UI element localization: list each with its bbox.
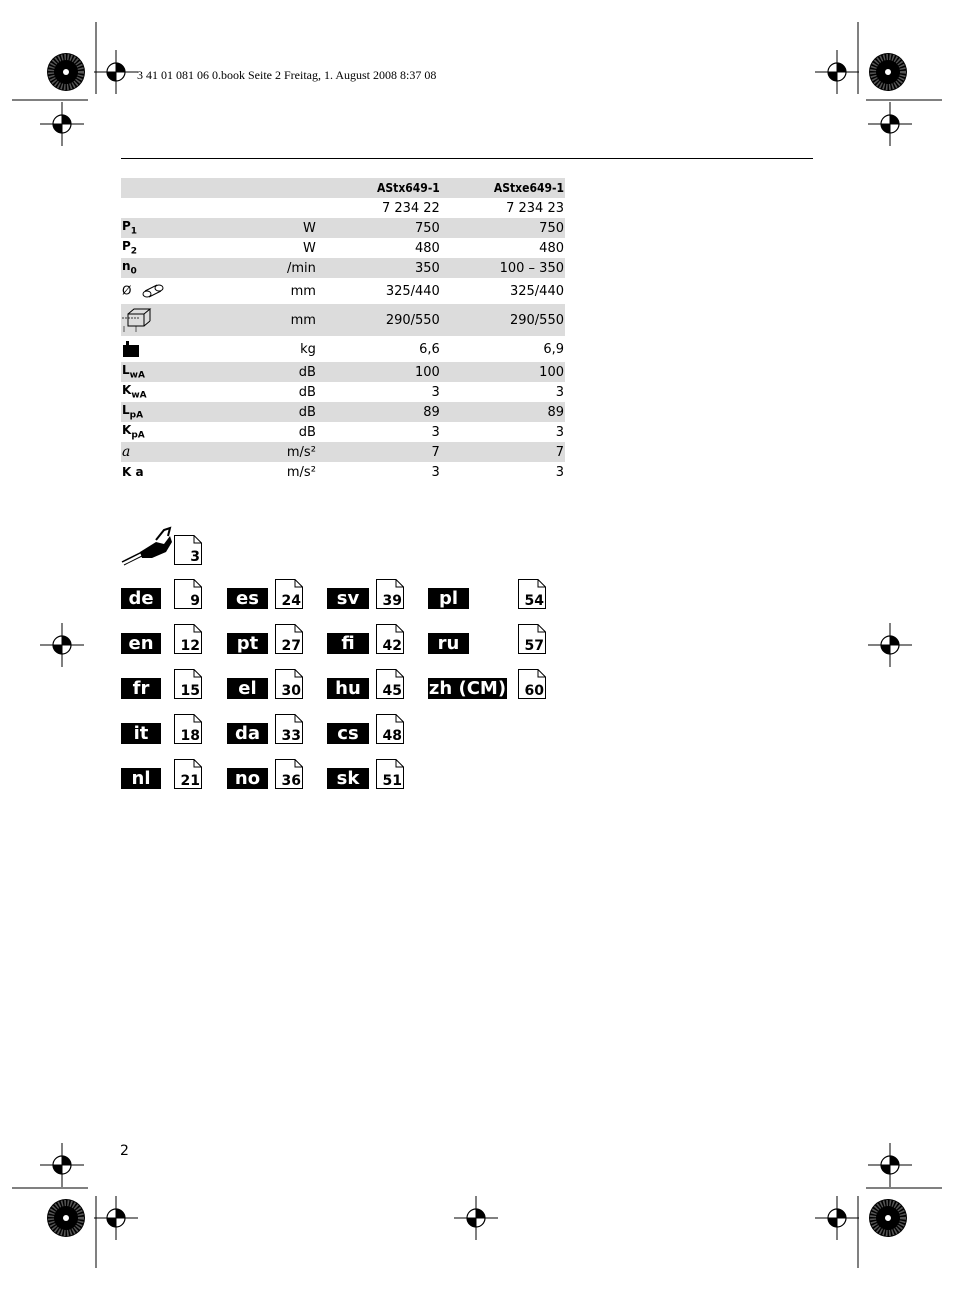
language-label-ru[interactable]: ru	[428, 633, 469, 654]
page-number-label: 15	[180, 683, 200, 699]
page-number-label: 57	[524, 638, 544, 654]
value-2: 6,9	[543, 341, 564, 357]
value-1: 750	[317, 218, 441, 238]
symbol-p1: $P_1$	[121, 218, 182, 238]
value-2: 89	[441, 402, 565, 422]
unit: dB	[182, 362, 317, 382]
language-label-pt[interactable]: pt	[227, 633, 268, 654]
unit: dB	[298, 384, 316, 400]
page-number-label: 21	[180, 773, 200, 789]
language-page-ref[interactable]	[518, 624, 546, 654]
language-page-ref[interactable]	[174, 714, 202, 744]
symbol-lwa: $L_{wA}$	[121, 362, 182, 382]
value-2: 100	[441, 362, 565, 382]
symbol-kwa: $K_{wA}$	[122, 383, 147, 401]
symbol-weight	[121, 336, 182, 362]
value-1: 290/550	[317, 304, 441, 336]
value-2: 3	[555, 384, 564, 400]
model-2-header: AStxe649-1	[441, 178, 565, 198]
weight-icon	[122, 340, 140, 358]
page-number-label: 18	[180, 728, 200, 744]
unit: mm	[182, 304, 317, 336]
value-1: 3	[431, 424, 440, 440]
language-page-ref[interactable]	[174, 624, 202, 654]
value-2: 750	[441, 218, 565, 238]
symbol-kpa: $K_{pA}$	[122, 423, 145, 441]
value-1: 350	[317, 258, 441, 278]
page-number-label: 30	[281, 683, 301, 699]
language-page-ref[interactable]	[376, 624, 404, 654]
unit: W	[182, 218, 317, 238]
value-1: 6,6	[419, 341, 440, 357]
language-page-ref[interactable]	[174, 669, 202, 699]
table-row	[121, 258, 565, 278]
value-1: 89	[317, 402, 441, 422]
value-1: 480	[415, 240, 440, 256]
language-page-ref[interactable]	[275, 624, 303, 654]
language-label-fi[interactable]: fi	[327, 633, 369, 654]
unit: /min	[182, 258, 317, 278]
language-page-ref[interactable]	[376, 579, 404, 609]
symbol-cutting-depth	[121, 304, 182, 336]
unit: dB	[182, 402, 317, 422]
language-label-cs[interactable]: cs	[327, 723, 369, 744]
language-page-ref[interactable]	[275, 714, 303, 744]
table-row	[121, 462, 565, 482]
unit: m/s²	[286, 464, 316, 480]
table-row	[121, 336, 565, 362]
language-page-ref[interactable]	[275, 669, 303, 699]
page-number: 2	[120, 1143, 129, 1159]
language-label-hu[interactable]: hu	[327, 678, 369, 699]
table-row	[121, 218, 565, 238]
language-label-pl[interactable]: pl	[428, 588, 469, 609]
language-label-el[interactable]: el	[227, 678, 268, 699]
language-label-it[interactable]: it	[121, 723, 161, 744]
value-1: 325/440	[385, 283, 440, 299]
table-row	[121, 382, 565, 402]
language-label-es[interactable]: es	[227, 588, 268, 609]
figure-page-ref: 3	[174, 535, 202, 565]
page-number-label: 45	[382, 683, 402, 699]
order-number-1: 7 234 22	[381, 200, 440, 216]
symbol-vibration-uncertainty: K a	[122, 465, 144, 479]
table-row	[121, 304, 565, 336]
language-page-ref[interactable]	[174, 579, 202, 609]
language-page-ref[interactable]	[275, 759, 303, 789]
page-number-label: 27	[281, 638, 301, 654]
value-2: 7	[441, 442, 565, 462]
book-meta-line: 3 41 01 081 06 0.book Seite 2 Freitag, 1. August 2008 8:37 08	[137, 68, 437, 82]
symbol-vibration: a	[121, 442, 182, 462]
table-row	[121, 362, 565, 382]
symbol-p2: $P_2$	[122, 239, 138, 257]
technical-data-table	[121, 178, 565, 482]
language-page-ref[interactable]	[376, 669, 404, 699]
beam-cut-icon	[122, 306, 154, 334]
language-page-ref[interactable]	[518, 669, 546, 699]
language-label-da[interactable]: da	[227, 723, 268, 744]
page-number-label: 51	[382, 773, 402, 789]
log-diameter-icon	[142, 283, 164, 299]
table-row	[121, 278, 565, 304]
table-row	[121, 402, 565, 422]
language-page-ref[interactable]	[518, 579, 546, 609]
value-2: 3	[555, 464, 564, 480]
language-label-nl[interactable]: nl	[121, 768, 161, 789]
language-label-zh[interactable]: zh (CM)	[428, 678, 507, 699]
page-number-label: 39	[382, 593, 402, 609]
table-row	[121, 422, 565, 442]
value-2: 3	[555, 424, 564, 440]
language-label-en[interactable]: en	[121, 633, 161, 654]
symbol-diameter: Ø	[121, 278, 182, 304]
unit: dB	[298, 424, 316, 440]
value-1: 7	[317, 442, 441, 462]
language-label-de[interactable]: de	[121, 588, 161, 609]
page-number-label: 9	[190, 593, 200, 609]
language-label-fr[interactable]: fr	[121, 678, 161, 699]
symbol-lpa: $L_{pA}$	[121, 402, 182, 422]
value-2: 290/550	[441, 304, 565, 336]
value-1: 3	[431, 464, 440, 480]
table-row	[121, 442, 565, 462]
page-number-label: 36	[281, 773, 301, 789]
page-number-label: 48	[382, 728, 402, 744]
order-number-row	[121, 198, 565, 218]
table-row	[121, 238, 565, 258]
page-number-label: 12	[180, 638, 200, 654]
reciprocating-saw-icon	[120, 522, 172, 566]
order-number-2: 7 234 23	[506, 200, 564, 216]
page-number-label: 54	[524, 593, 544, 609]
unit: kg	[300, 341, 316, 357]
language-label-sv[interactable]: sv	[327, 588, 369, 609]
unit: m/s²	[182, 442, 317, 462]
page-number-label: 42	[382, 638, 402, 654]
page-number-label: 60	[524, 683, 544, 699]
page-number-label: 24	[281, 593, 301, 609]
language-page-ref[interactable]	[376, 759, 404, 789]
header-rule	[121, 158, 813, 159]
model-1-header: AStx649-1	[317, 178, 441, 198]
value-1: 100	[317, 362, 441, 382]
table-header-row	[121, 178, 565, 198]
unit: mm	[290, 283, 316, 299]
language-page-ref[interactable]	[174, 759, 202, 789]
unit: W	[303, 240, 316, 256]
value-2: 325/440	[509, 283, 564, 299]
value-1: 3	[431, 384, 440, 400]
symbol-n0: $n_0$	[121, 258, 182, 278]
value-2: 480	[539, 240, 564, 256]
language-page-ref[interactable]	[275, 579, 303, 609]
language-page-ref[interactable]	[376, 714, 404, 744]
language-label-no[interactable]: no	[227, 768, 268, 789]
page-number-label: 33	[281, 728, 301, 744]
language-label-sk[interactable]: sk	[327, 768, 369, 789]
value-2: 100 – 350	[441, 258, 565, 278]
